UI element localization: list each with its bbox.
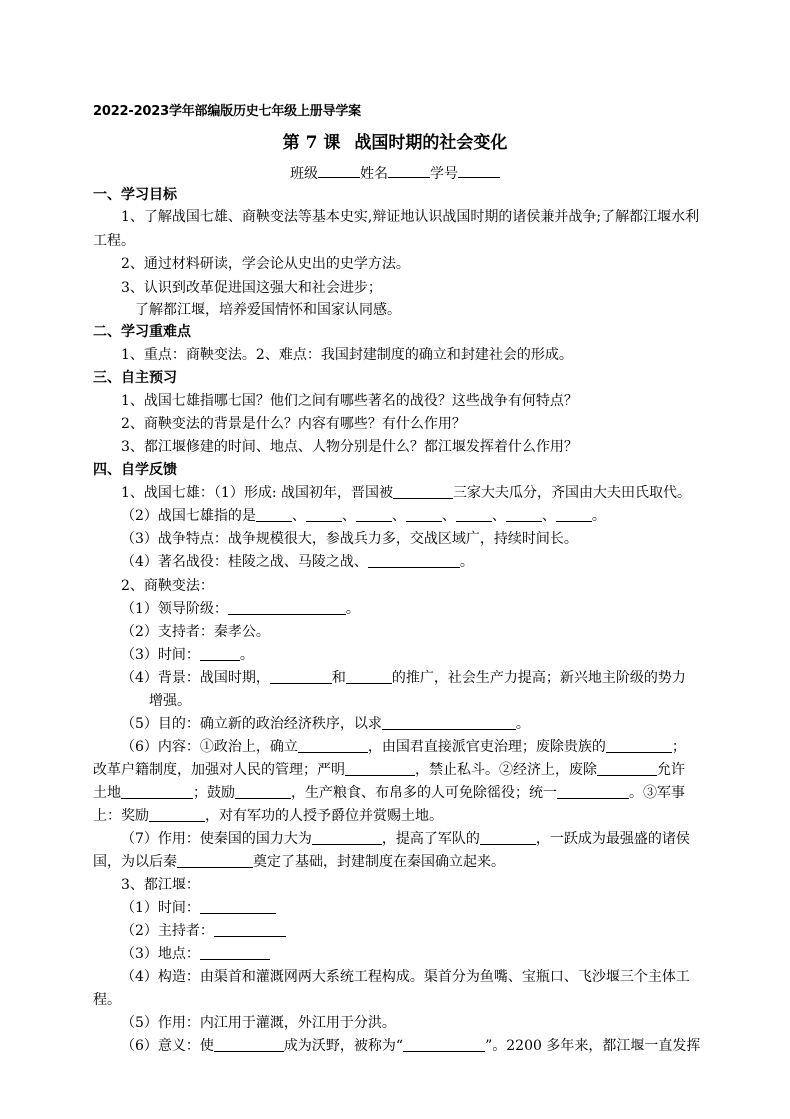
fill-blank[interactable] bbox=[228, 599, 346, 615]
reform-effect: （7）作用：使秦国的国力大为 ，提高了军队的 ，一跃成为最强盛的诸侯 bbox=[121, 831, 690, 847]
fill-blank[interactable] bbox=[235, 783, 291, 799]
reform-content-line-3: 土地 ；鼓励 ，生产粮食、布帛多的人可免除徭役；统一 。③军事 bbox=[93, 785, 685, 801]
dujiangyan-structure: （4）构造：由渠首和灌溉网两大系统工程构成。渠首分为鱼嘴、宝瓶口、飞沙堰三个主体工 bbox=[121, 969, 690, 985]
reform-background: （4）背景：战国时期， 和 的推广，社会生产力提高；新兴地主阶级的势力 bbox=[121, 670, 686, 686]
fill-blank[interactable] bbox=[597, 760, 657, 776]
lesson-title bbox=[0, 128, 790, 153]
fill-blank[interactable] bbox=[556, 506, 592, 522]
name-blank[interactable] bbox=[388, 163, 430, 178]
goal-2: 2、通过材料研读，学会论从史出的史学方法。 bbox=[121, 256, 410, 272]
seven-states-formation: 1、战国七雄：（1）形成: 战国初年，晋国被 三家大夫瓜分，齐国由大夫田氏取代。 bbox=[121, 485, 691, 501]
war-characteristics: （3）战争特点：战争规模很大，参战兵力多，交战区域广，持续时间长。 bbox=[121, 531, 578, 547]
number-blank[interactable] bbox=[458, 163, 500, 178]
class-blank[interactable] bbox=[318, 163, 360, 178]
reform-content-line-4: 上：奖励 ，对有军功的人授予爵位并赏赐土地。 bbox=[93, 808, 443, 824]
goal-3: 3、认识到改革促进国这强大和社会进步； bbox=[121, 280, 382, 296]
dujiangyan-function: （5）作用：内江用于灌溉，外江用于分洪。 bbox=[121, 1015, 396, 1031]
fill-blank[interactable] bbox=[200, 898, 276, 914]
fill-blank[interactable] bbox=[606, 737, 672, 753]
reform-supporter: （2）支持者：秦孝公。 bbox=[121, 624, 270, 640]
goal-1-cont: 工程。 bbox=[93, 233, 135, 249]
preview-question-1: 1、战国七雄指哪七国？他们之间有哪些著名的战役？这些战争有何特点？ bbox=[121, 393, 578, 409]
shang-yang-heading: 2、商鞅变法： bbox=[121, 578, 214, 594]
fill-blank[interactable] bbox=[214, 921, 286, 937]
fill-blank[interactable] bbox=[406, 506, 442, 522]
number-label: 学号 bbox=[430, 166, 458, 182]
document-header: 2022-2023学年部编版历史七年级上册导学案 bbox=[93, 104, 361, 119]
reform-time: （3）时间： 。 bbox=[121, 647, 254, 663]
fill-blank[interactable] bbox=[121, 783, 193, 799]
fill-blank[interactable] bbox=[256, 506, 292, 522]
student-info-line bbox=[0, 163, 790, 183]
fill-blank[interactable] bbox=[480, 829, 536, 845]
fill-blank[interactable] bbox=[506, 506, 542, 522]
fill-blank[interactable] bbox=[393, 483, 453, 499]
fill-blank[interactable] bbox=[456, 506, 492, 522]
fill-blank[interactable] bbox=[306, 506, 342, 522]
dujiangyan-significance: （6）意义：使 成为沃野，被称为“ ”。2200 多年来，都江堰一直发挥 bbox=[121, 1038, 701, 1054]
reform-content: （6）内容：①政治上，确立 ，由国君直接派官吏治理；废除贵族的 ； bbox=[121, 739, 686, 755]
fill-blank[interactable] bbox=[403, 1036, 485, 1052]
class-label: 班级 bbox=[290, 166, 318, 182]
fill-blank[interactable] bbox=[298, 737, 368, 753]
section-heading-preview: 三、自主预习 bbox=[93, 370, 177, 386]
reform-background-cont: 增强。 bbox=[149, 693, 191, 709]
fill-blank[interactable] bbox=[200, 645, 240, 661]
lesson-name: 战国时期的社会变化 bbox=[354, 133, 508, 153]
fill-blank[interactable] bbox=[382, 714, 516, 730]
goal-1: 1、了解战国七雄、商鞅变法等基本史实,辩证地认识战国时期的诸侯兼并战争;了解都江堰水利 bbox=[121, 209, 700, 225]
reform-effect-cont: 国，为以后秦 奠定了基础，封建制度在秦国确立起来。 bbox=[93, 854, 505, 870]
name-label: 姓名 bbox=[360, 166, 388, 182]
famous-battles: （4）著名战役：桂陵之战、马陵之战、 。 bbox=[121, 554, 474, 570]
reform-content-line-2: 改革户籍制度，加强对人民的管理；严明 ，禁止私斗。②经济上，废除 允许 bbox=[93, 762, 685, 778]
fill-blank[interactable] bbox=[356, 506, 392, 522]
preview-question-2: 2、商鞅变法的背景是什么？内容有哪些？有什么作用？ bbox=[121, 416, 466, 432]
fill-blank[interactable] bbox=[149, 806, 205, 822]
fill-blank[interactable] bbox=[214, 1036, 284, 1052]
preview-question-3: 3、都江堰修建的时间、地点、人物分别是什么？都江堰发挥着什么作用？ bbox=[121, 439, 578, 455]
fill-blank[interactable] bbox=[557, 783, 629, 799]
key-points: 1、重点：商鞅变法。2、难点：我国封建制度的确立和封建社会的形成。 bbox=[121, 347, 573, 363]
section-heading-feedback: 四、自学反馈 bbox=[93, 462, 177, 478]
fill-blank[interactable] bbox=[177, 852, 253, 868]
dujiangyan-leader: （2）主持者： bbox=[121, 921, 286, 941]
dujiangyan-heading: 3、都江堰： bbox=[121, 877, 200, 893]
lesson-number: 第 7 课 bbox=[282, 133, 341, 153]
dujiangyan-structure-cont: 程。 bbox=[93, 992, 121, 1008]
dujiangyan-location: （3）地点： bbox=[121, 944, 270, 964]
reform-leading-class: （1）领导阶级： 。 bbox=[121, 601, 360, 617]
section-heading-goals: 一、学习目标 bbox=[93, 187, 177, 203]
section-heading-key-points: 二、学习重难点 bbox=[93, 324, 191, 340]
reform-purpose: （5）目的：确立新的政治经济秩序，以求 。 bbox=[121, 716, 530, 732]
fill-blank[interactable] bbox=[346, 668, 392, 684]
dujiangyan-time: （1）时间： bbox=[121, 898, 276, 918]
fill-blank[interactable] bbox=[312, 829, 382, 845]
fill-blank[interactable] bbox=[270, 668, 332, 684]
goal-4: 了解都江堰，培养爱国情怀和国家认同感。 bbox=[135, 302, 401, 318]
seven-states-list: （2）战国七雄指的是 、 、 、 、 、 、 。 bbox=[121, 508, 606, 524]
fill-blank[interactable] bbox=[200, 944, 270, 960]
fill-blank[interactable] bbox=[368, 552, 460, 568]
fill-blank[interactable] bbox=[345, 760, 415, 776]
